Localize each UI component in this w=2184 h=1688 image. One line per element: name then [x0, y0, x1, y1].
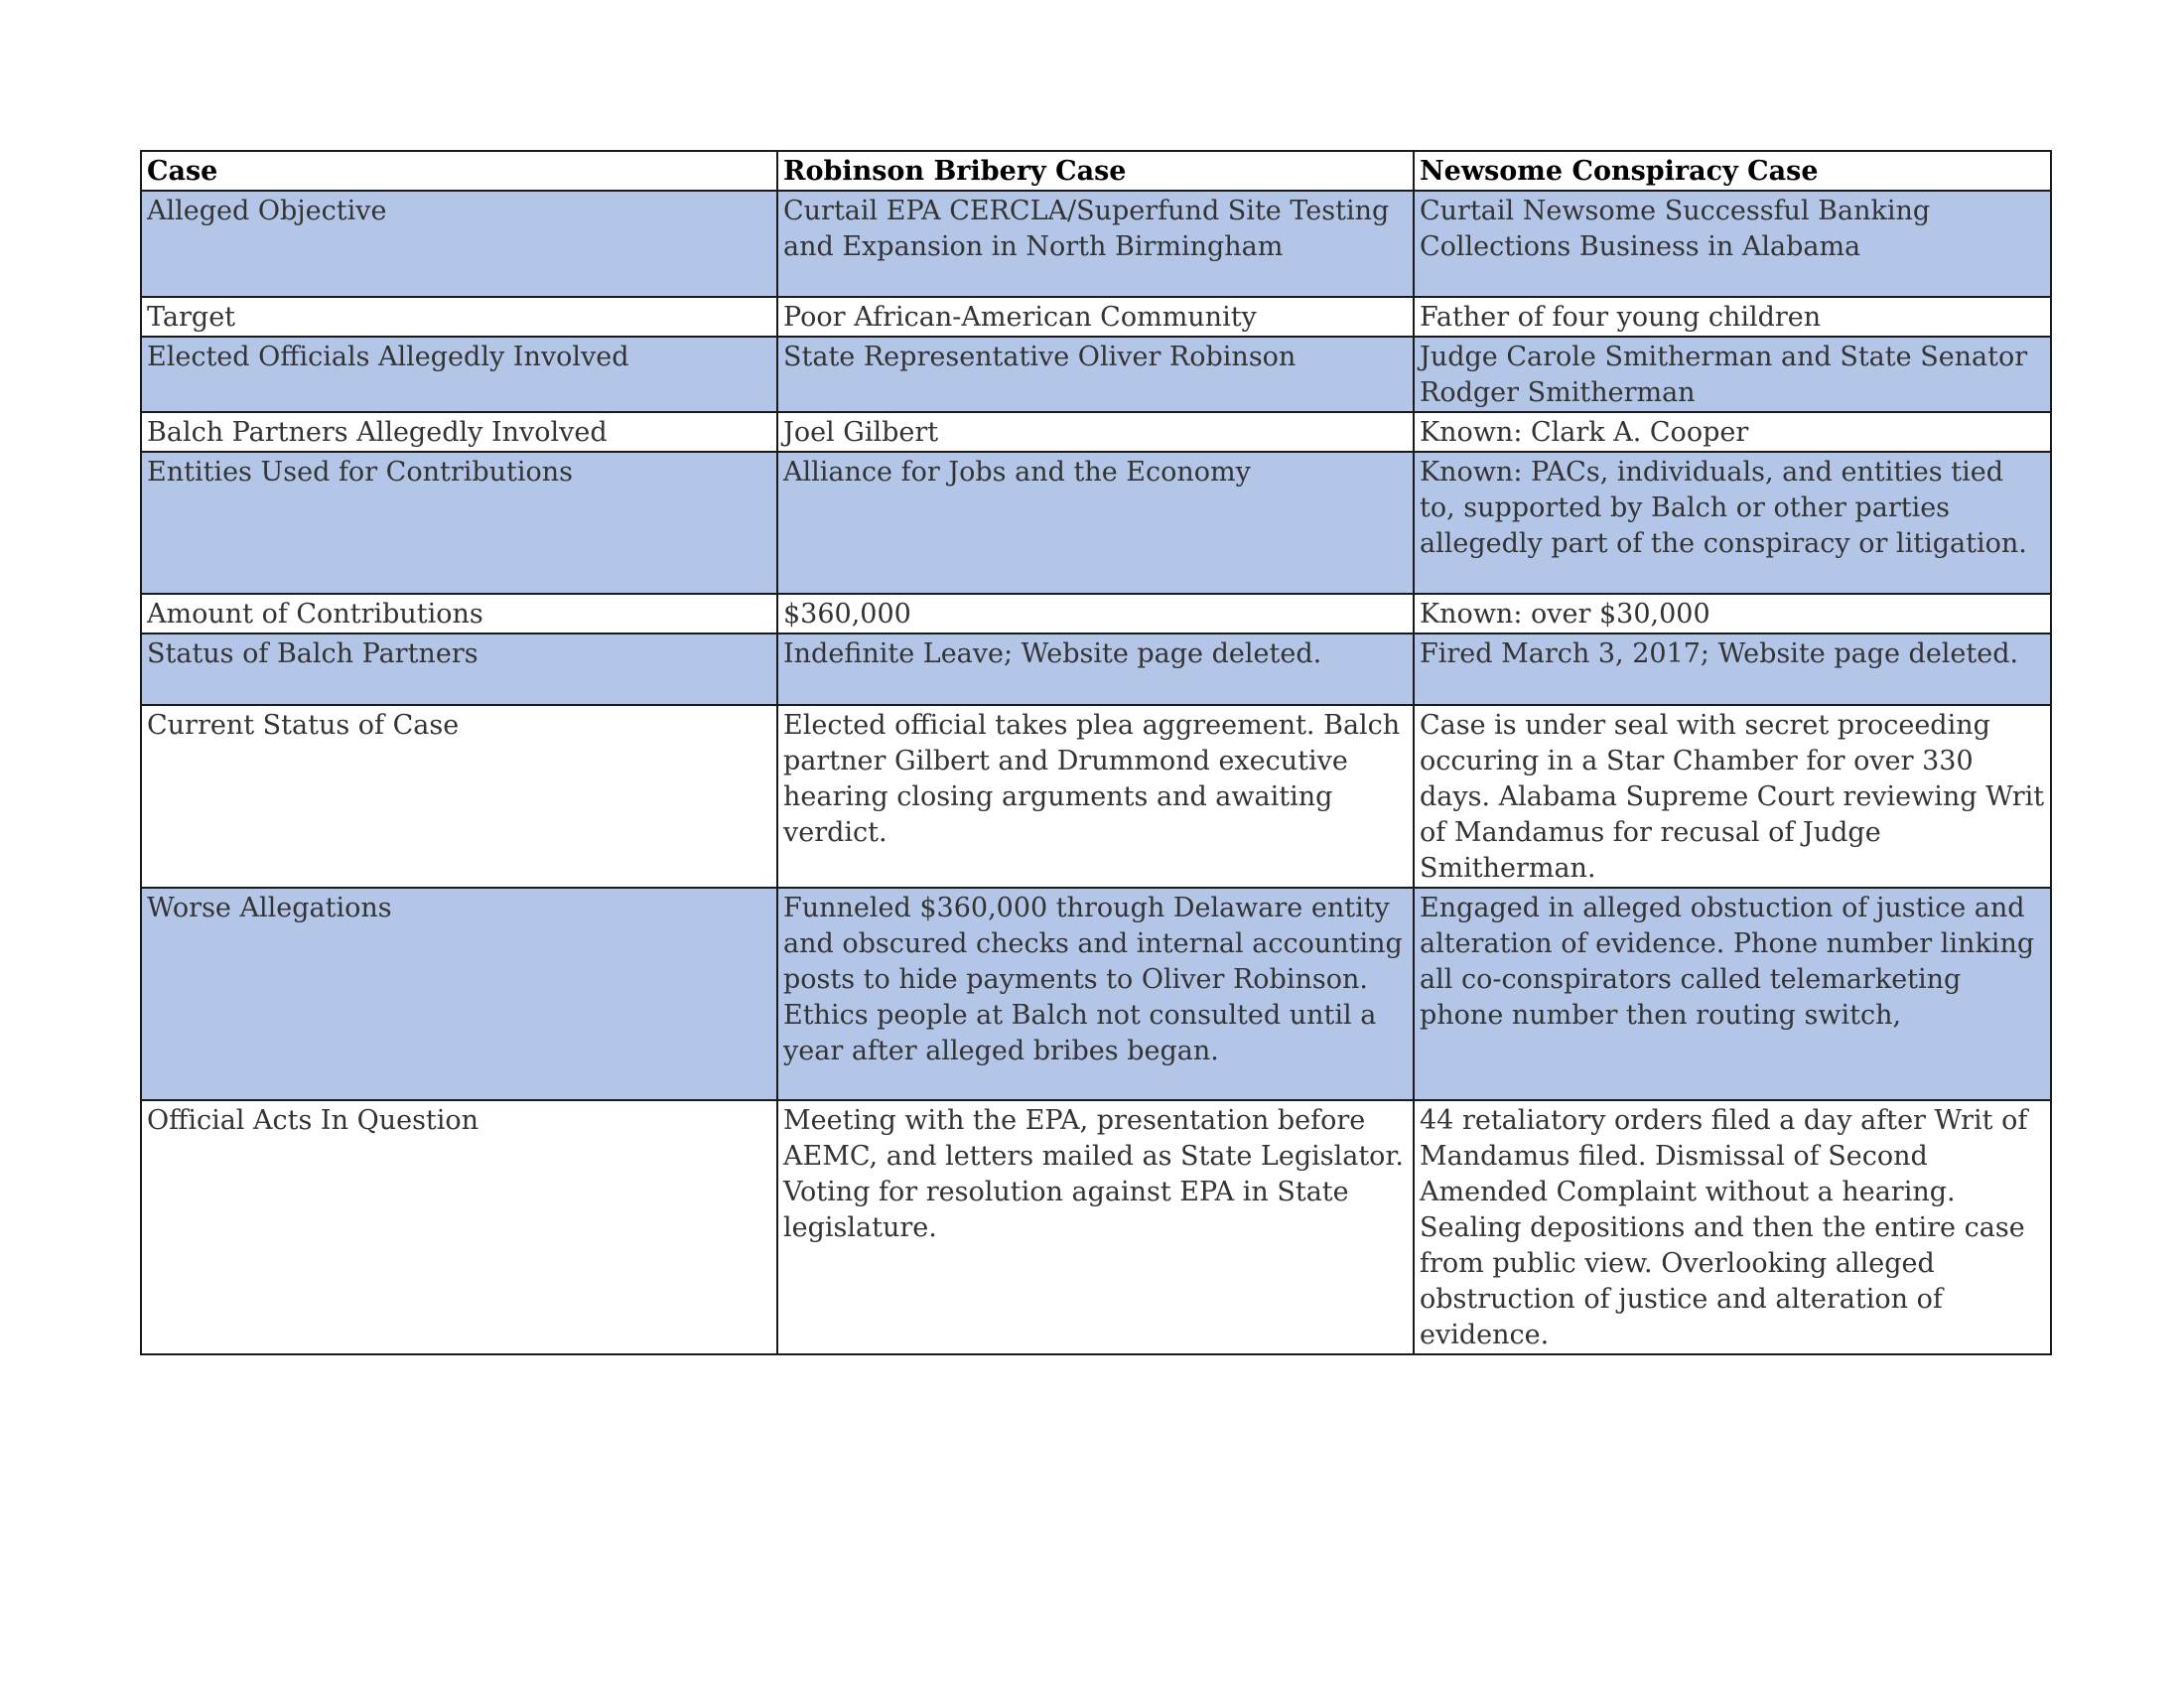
table-row-amount	[141, 594, 2051, 633]
newsome-cell: Known: over $30,000	[1414, 594, 2051, 633]
newsome-cell: 44 retaliatory orders filed a day after Writ of Mandamus filed. Dismissal of Second Amended Complaint without a hearing. Sealing depositions and then the entire case from public view. Overlooking alleged obstruction of justice and alteration of evidence.	[1414, 1100, 2051, 1354]
table-row-balch-partners	[141, 412, 2051, 452]
row-label: Balch Partners Allegedly Involved	[141, 412, 777, 452]
row-label: Status of Balch Partners	[141, 633, 777, 705]
newsome-cell: Known: PACs, individuals, and entities tied to, supported by Balch or other parties allegedly part of the conspiracy or litigation.	[1414, 452, 2051, 594]
robinson-cell: Elected official takes plea aggreement. Balch partner Gilbert and Drummond executive hearing closing arguments and awaiting verdict.	[777, 705, 1414, 888]
table-row-target	[141, 297, 2051, 337]
row-label: Current Status of Case	[141, 705, 777, 888]
table-row-elected-officials	[141, 337, 2051, 412]
newsome-cell: Father of four young children	[1414, 297, 2051, 337]
table-row-partner-status	[141, 633, 2051, 705]
robinson-cell: Funneled $360,000 through Delaware entity and obscured checks and internal accounting posts to hide payments to Oliver Robinson. Ethics people at Balch not consulted until a year after alleged bribes began.	[777, 888, 1414, 1100]
row-label: Target	[141, 297, 777, 337]
robinson-cell: Alliance for Jobs and the Economy	[777, 452, 1414, 594]
document-page	[140, 150, 2050, 1355]
robinson-cell: Joel Gilbert	[777, 412, 1414, 452]
table-header-row	[141, 151, 2051, 191]
table-row-current-status	[141, 705, 2051, 888]
header-cell-robinson: Robinson Bribery Case	[777, 151, 1414, 191]
row-label: Amount of Contributions	[141, 594, 777, 633]
robinson-cell: Poor African-American Community	[777, 297, 1414, 337]
newsome-cell: Known: Clark A. Cooper	[1414, 412, 2051, 452]
newsome-cell: Engaged in alleged obstuction of justice and alteration of evidence. Phone number linking all co-conspirators called telemarketing phone number then routing switch,	[1414, 888, 2051, 1100]
header-cell-case: Case	[141, 151, 777, 191]
newsome-cell: Fired March 3, 2017; Website page deleted.	[1414, 633, 2051, 705]
newsome-cell: Judge Carole Smitherman and State Senator Rodger Smitherman	[1414, 337, 2051, 412]
robinson-cell: State Representative Oliver Robinson	[777, 337, 1414, 412]
newsome-cell: Curtail Newsome Successful Banking Collections Business in Alabama	[1414, 191, 2051, 297]
table-row-worse-allegations	[141, 888, 2051, 1100]
robinson-cell: $360,000	[777, 594, 1414, 633]
row-label: Worse Allegations	[141, 888, 777, 1100]
table-row-entities	[141, 452, 2051, 594]
table-row-official-acts	[141, 1100, 2051, 1354]
header-cell-newsome: Newsome Conspiracy Case	[1414, 151, 2051, 191]
row-label: Entities Used for Contributions	[141, 452, 777, 594]
table-row-alleged-objective	[141, 191, 2051, 297]
robinson-cell: Curtail EPA CERCLA/Superfund Site Testing and Expansion in North Birmingham	[777, 191, 1414, 297]
row-label: Elected Officials Allegedly Involved	[141, 337, 777, 412]
row-label: Alleged Objective	[141, 191, 777, 297]
robinson-cell: Meeting with the EPA, presentation before AEMC, and letters mailed as State Legislator. Voting for resolution against EPA in State legislature.	[777, 1100, 1414, 1354]
row-label: Official Acts In Question	[141, 1100, 777, 1354]
robinson-cell: Indefinite Leave; Website page deleted.	[777, 633, 1414, 705]
comparison-table	[140, 150, 2052, 1355]
newsome-cell: Case is under seal with secret proceeding occuring in a Star Chamber for over 330 days. Alabama Supreme Court reviewing Writ of Mandamus for recusal of Judge Smitherman.	[1414, 705, 2051, 888]
